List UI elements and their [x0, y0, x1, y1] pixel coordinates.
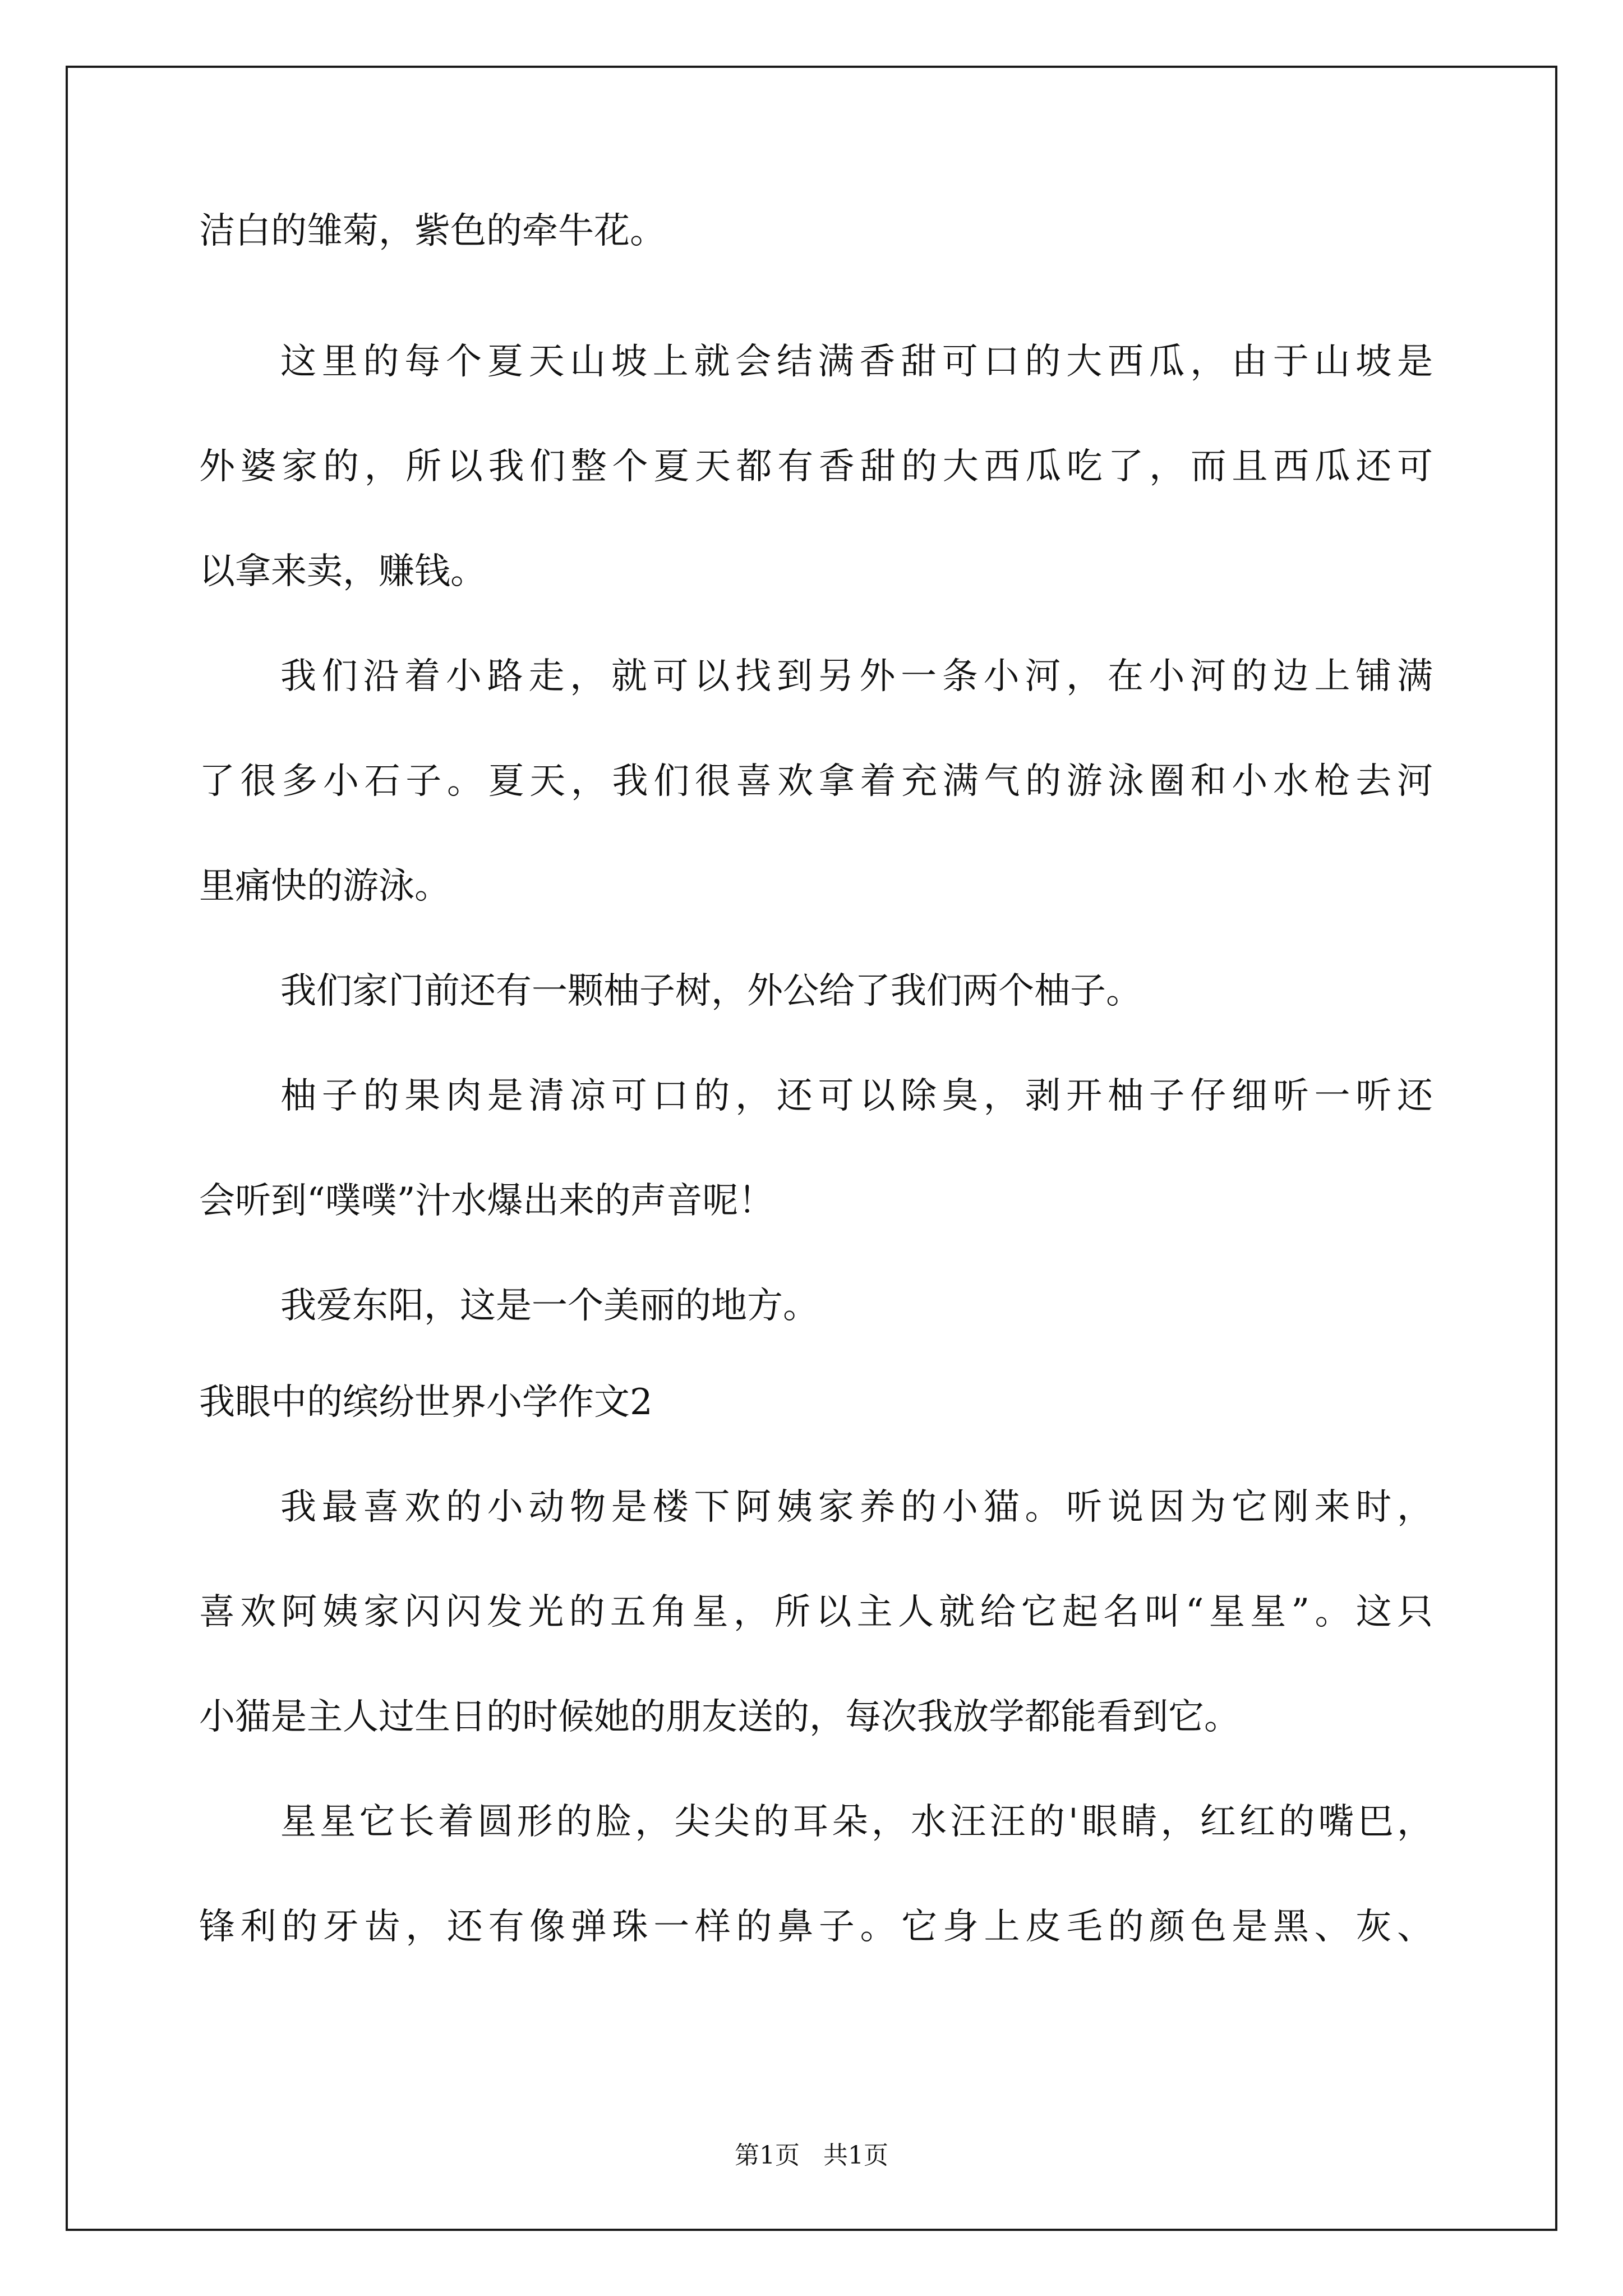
paragraph-line: 柚子的果肉是清凉可口的，还可以除臭，剥开柚子仔细听一听还 — [280, 1075, 1433, 1117]
paragraph-line: 我们家门前还有一颗柚子树，外公给了我们两个柚子。 — [280, 970, 1142, 1012]
section-heading: 我眼中的缤纷世界小学作文2 — [199, 1382, 653, 1423]
text-line: 喜欢阿姨家闪闪发光的五角星，所以主人就给它起名叫“星星”。这只 — [199, 1591, 1433, 1633]
text-line: 洁白的雏菊，紫色的牵牛花。 — [199, 210, 666, 252]
text-line: 以拿来卖，赚钱。 — [199, 551, 486, 592]
page-number-footer: 第1页 共1页 — [735, 2141, 888, 2170]
text-line: 会听到“噗噗”汁水爆出来的声音呢！ — [199, 1180, 774, 1222]
text-line: 外婆家的，所以我们整个夏天都有香甜的大西瓜吃了，而且西瓜还可 — [199, 446, 1433, 487]
paragraph-line: 我最喜欢的小动物是楼下阿姨家养的小猫。听说因为它刚来时， — [280, 1487, 1433, 1528]
text-line: 了很多小石子。夏天，我们很喜欢拿着充满气的游泳圈和小水枪去河 — [199, 761, 1433, 802]
text-line: 锋利的牙齿，还有像弹珠一样的鼻子。它身上皮毛的颜色是黑、灰、 — [199, 1906, 1433, 1948]
paragraph-line: 星星它长着圆形的脸，尖尖的耳朵，水汪汪的'眼睛，红红的嘴巴， — [280, 1801, 1433, 1843]
paragraph-line: 我们沿着小路走，就可以找到另外一条小河，在小河的边上铺满 — [280, 656, 1433, 697]
paragraph-line: 这里的每个夏天山坡上就会结满香甜可口的大西瓜，由于山坡是 — [280, 341, 1433, 383]
text-line: 小猫是主人过生日的时候她的朋友送的，每次我放学都能看到它。 — [199, 1696, 1240, 1738]
paragraph-line: 我爱东阳，这是一个美丽的地方。 — [280, 1285, 819, 1327]
text-line: 里痛快的游泳。 — [199, 866, 450, 907]
